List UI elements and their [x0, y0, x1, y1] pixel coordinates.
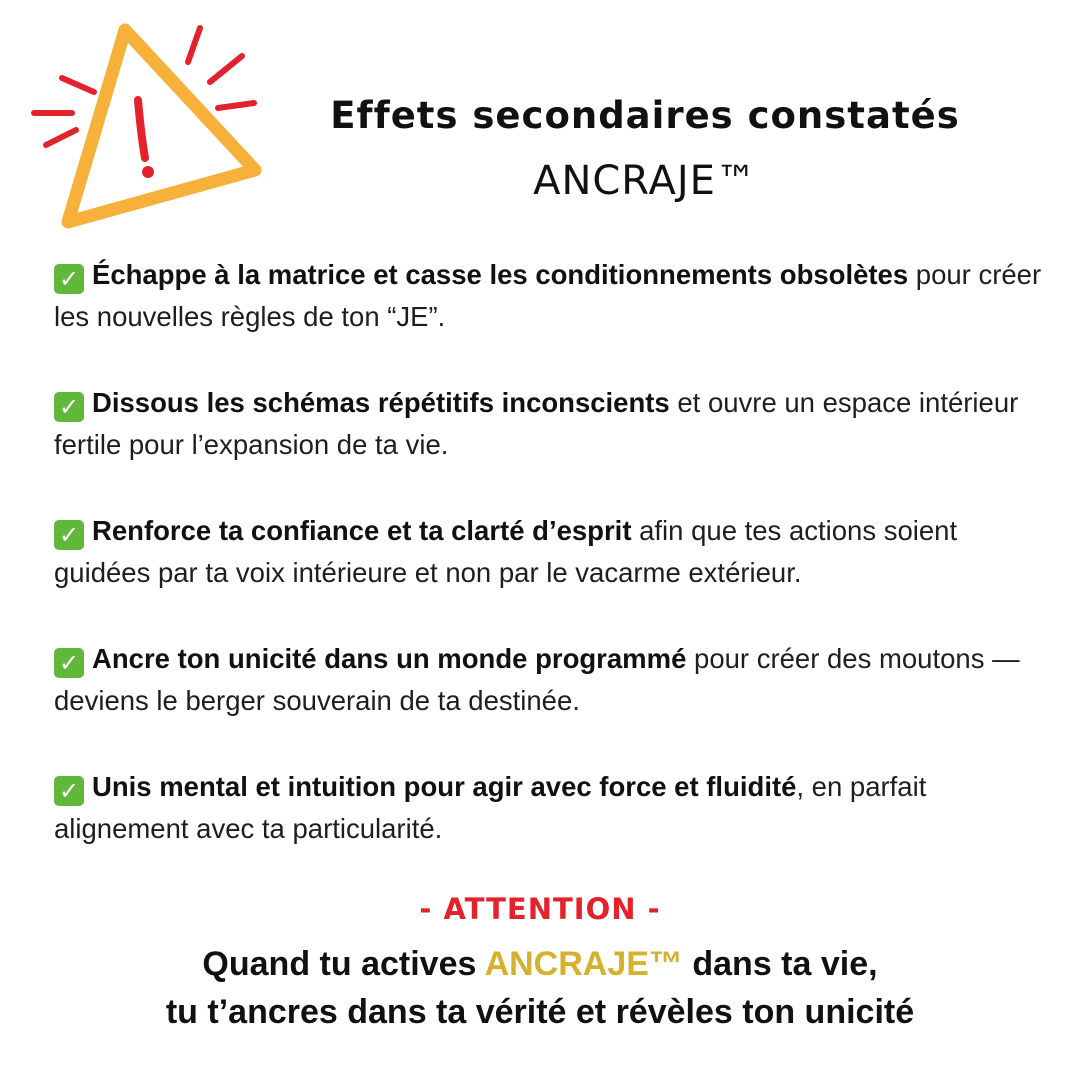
check-mark-icon: ✓	[54, 776, 84, 806]
benefit-bold-text: Ancre ton unicité dans un monde programmé	[92, 643, 687, 674]
benefit-text: et ouvre un espace intérieur fertile pour l’expansion de ta vie.	[54, 387, 1019, 460]
benefit-bold-text: Dissous les schémas répétitifs inconscients	[92, 387, 670, 418]
warning-triangle-icon	[20, 10, 270, 240]
benefit-text: pour créer les nouvelles règles de ton “JE”.	[54, 259, 1042, 332]
closing-statement	[0, 940, 1080, 1036]
page-title: Effets secondaires constatés	[330, 94, 960, 137]
benefit-list	[54, 254, 1044, 894]
closing-text-before: Quand tu actives	[202, 945, 485, 983]
closing-line-2: tu t’ancres dans ta vérité et révèles ton unicité	[165, 993, 915, 1031]
benefit-item	[54, 254, 1044, 338]
attention-heading: - ATTENTION -	[419, 892, 661, 926]
benefit-item	[54, 510, 1044, 594]
closing-text-after: dans ta vie,	[682, 945, 878, 983]
check-mark-icon: ✓	[54, 520, 84, 550]
benefit-item	[54, 638, 1044, 722]
check-mark-icon: ✓	[54, 648, 84, 678]
benefit-item	[54, 382, 1044, 466]
closing-line-1	[0, 940, 1080, 988]
benefit-item	[54, 766, 1044, 850]
check-mark-icon: ✓	[54, 264, 84, 294]
brand-name: ANCRAJE™	[484, 945, 683, 983]
check-mark-icon: ✓	[54, 392, 84, 422]
benefit-text: , en parfait alignement avec ta particularité.	[54, 771, 927, 844]
benefit-bold-text: Unis mental et intuition pour agir avec force et fluidité	[92, 771, 797, 802]
benefit-text: afin que tes actions soient guidées par ta voix intérieure et non par le vacarme extérieur.	[54, 515, 958, 588]
benefit-bold-text: Échappe à la matrice et casse les conditionnements obsolètes	[92, 259, 909, 290]
benefit-bold-text: Renforce ta confiance et ta clarté d’esprit	[92, 515, 632, 546]
page-subtitle: ANCRAJE™	[533, 158, 757, 204]
benefit-text: pour créer des moutons — deviens le berger souverain de ta destinée.	[54, 643, 1020, 716]
